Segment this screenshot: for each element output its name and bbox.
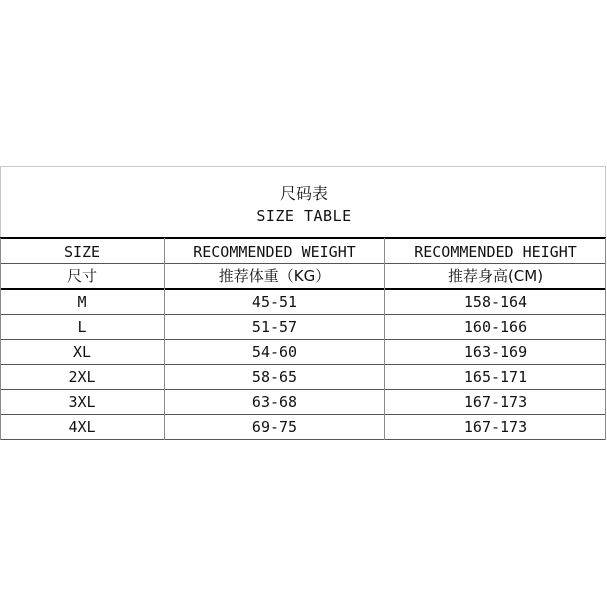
table-row-height: 167-173	[463, 418, 528, 436]
header-top-rule	[0, 237, 606, 239]
header-height-en: RECOMMENDED HEIGHT	[414, 243, 577, 261]
table-bottom-rule	[0, 439, 606, 440]
table-row-weight: 69-75	[251, 418, 298, 436]
title-chinese: 尺码表	[279, 184, 328, 203]
header-height-cn: 推荐身高(CM)	[447, 267, 544, 285]
header-weight-en: RECOMMENDED WEIGHT	[193, 243, 356, 261]
table-row-size: L	[77, 318, 87, 336]
table-row-weight: 54-60	[251, 343, 298, 361]
table-row-height: 165-171	[463, 368, 528, 386]
header-size-en: SIZE	[63, 243, 101, 261]
title-block	[0, 167, 606, 239]
table-row-size: 3XL	[68, 393, 96, 411]
table-row-size: 4XL	[68, 418, 96, 436]
table-row-size: XL	[72, 343, 92, 361]
table-row-size: M	[77, 293, 87, 311]
table-row-weight: 45-51	[251, 293, 298, 311]
table-row-height: 160-166	[463, 318, 528, 336]
header-size-cn: 尺寸	[66, 267, 97, 285]
table-row-height: 167-173	[463, 393, 528, 411]
table-row-height: 158-164	[463, 293, 528, 311]
title-english: SIZE TABLE	[256, 207, 352, 225]
table-row-height: 163-169	[463, 343, 528, 361]
table-row-weight: 63-68	[251, 393, 298, 411]
header-weight-cn: 推荐体重（KG）	[218, 267, 331, 285]
table-row-weight: 58-65	[251, 368, 298, 386]
table-row-size: 2XL	[68, 368, 96, 386]
table-row-weight: 51-57	[251, 318, 298, 336]
